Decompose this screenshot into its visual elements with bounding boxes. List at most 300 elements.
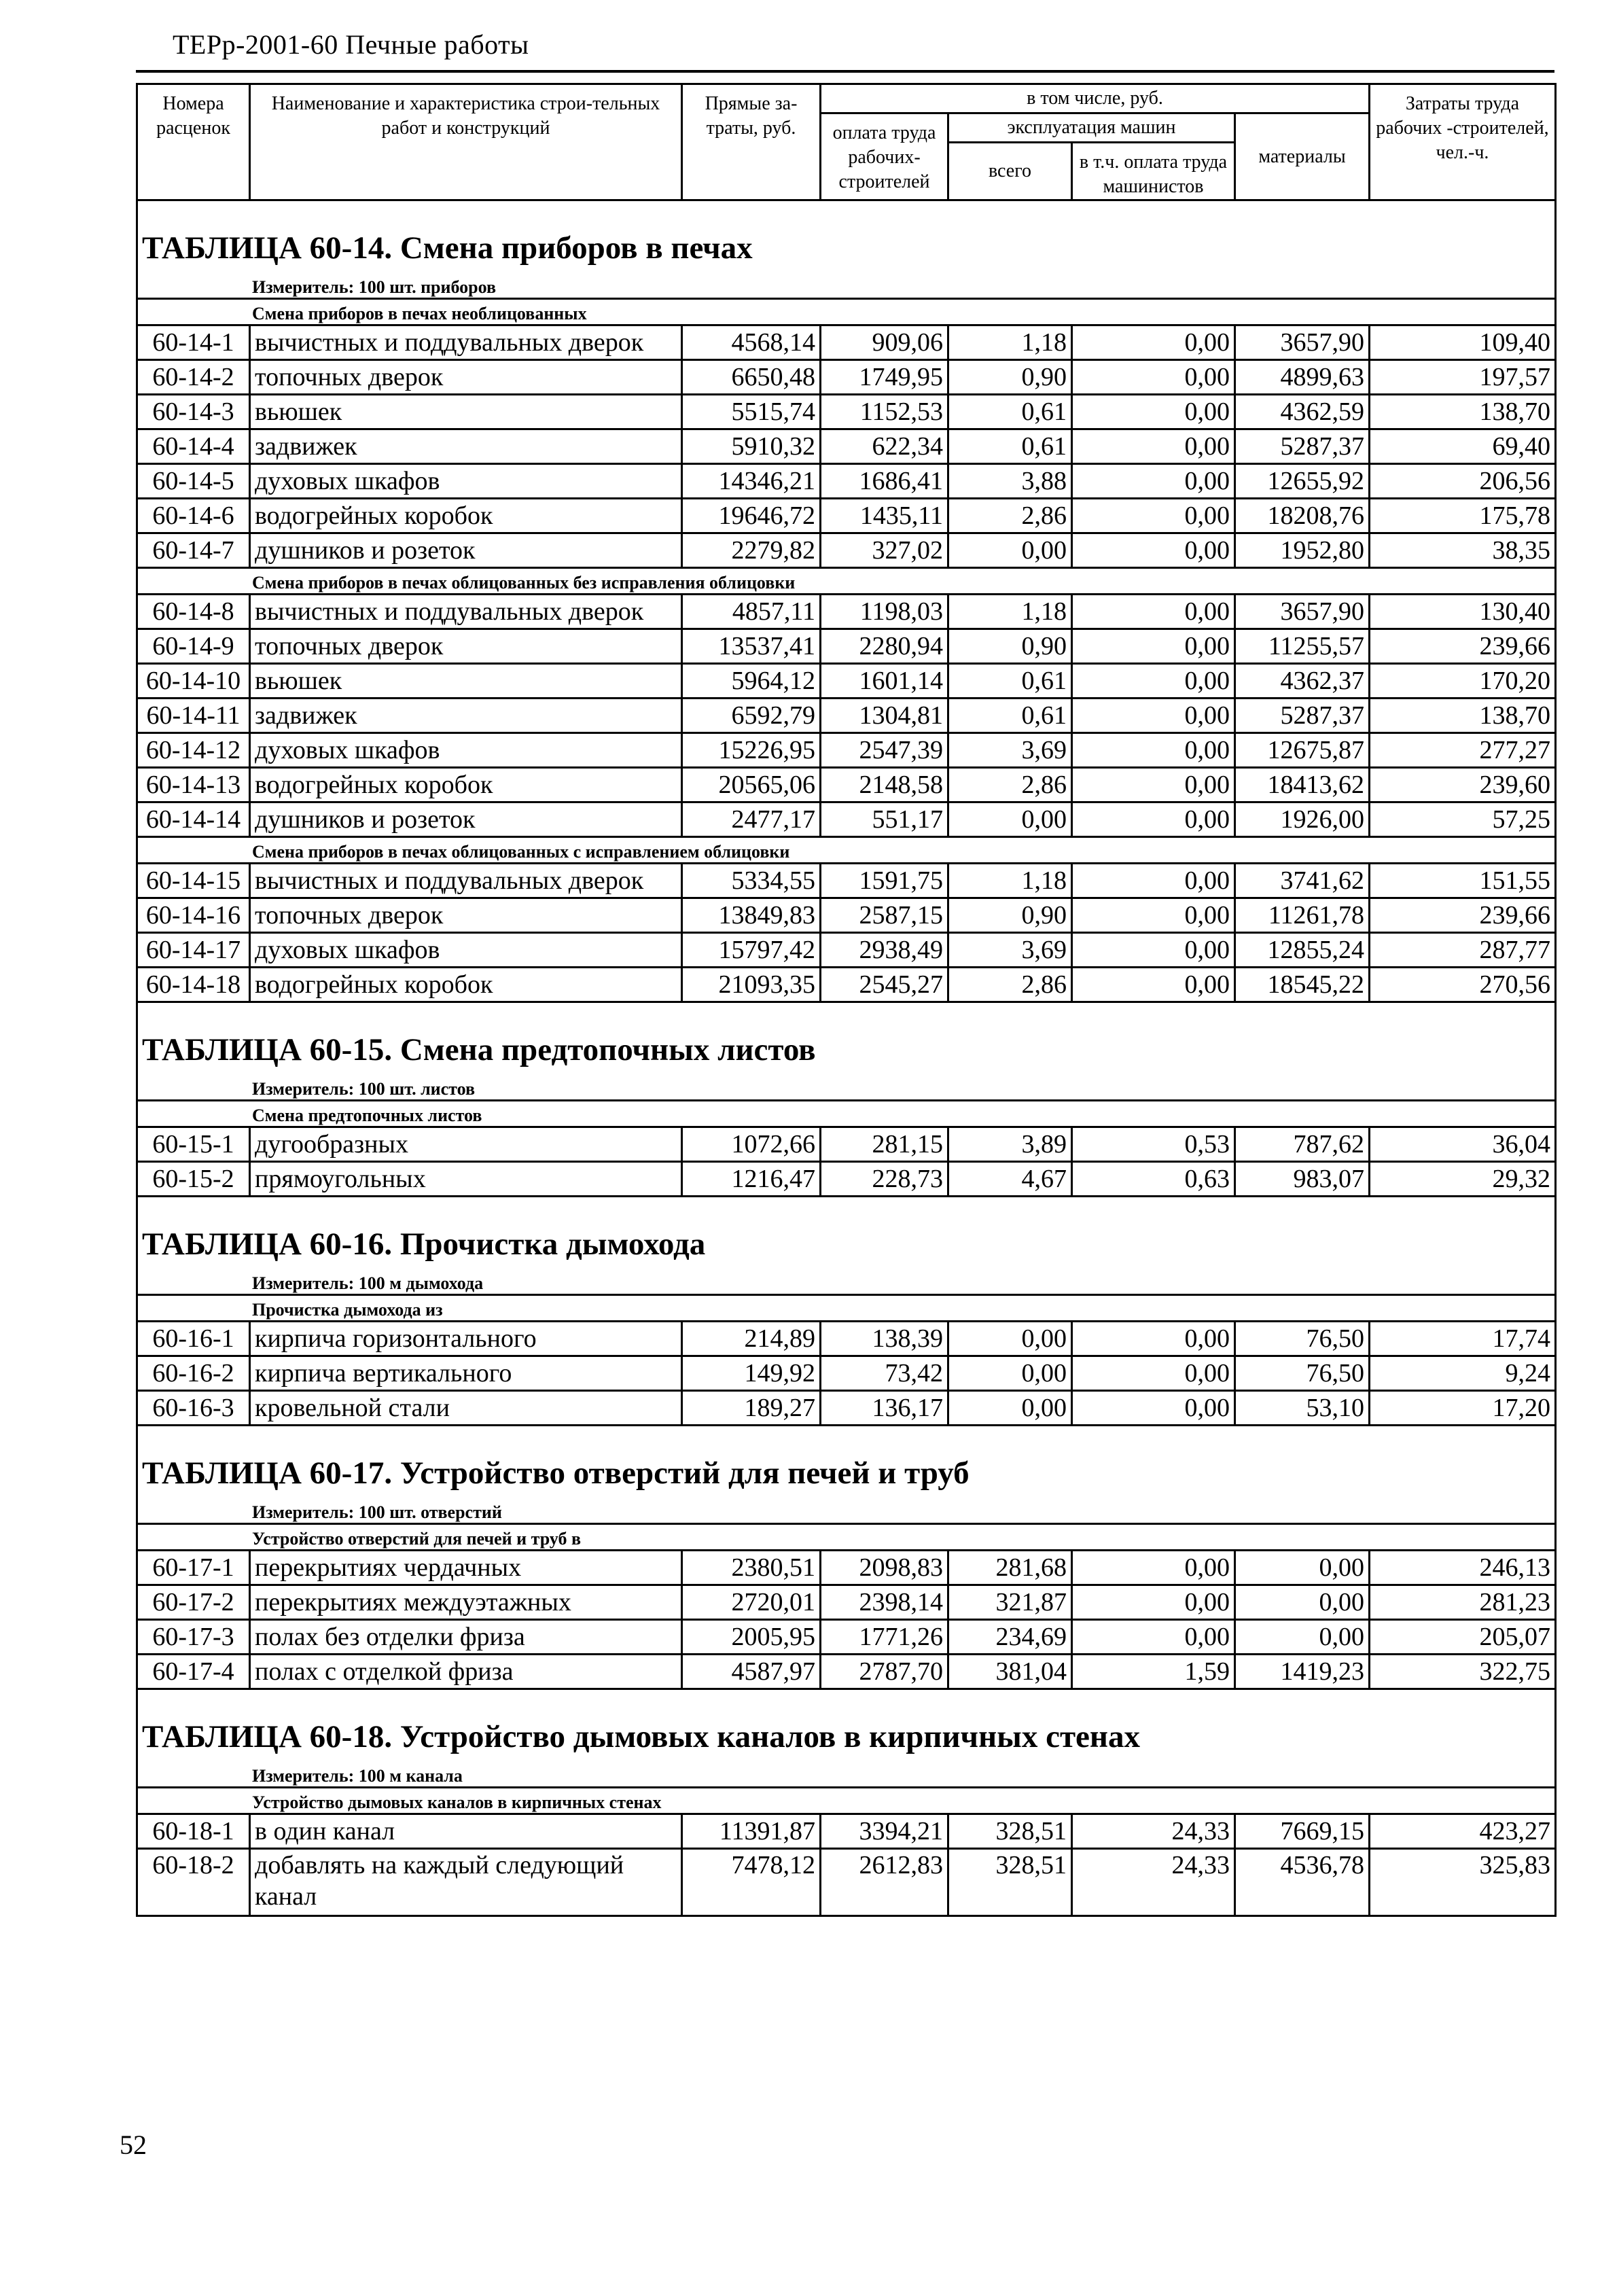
- materials-cost: 0,00: [1235, 1620, 1370, 1655]
- wages-cost: 2612,83: [821, 1849, 948, 1916]
- labor-hours: 109,40: [1370, 325, 1556, 360]
- work-name: водогрейных коробок: [250, 499, 682, 533]
- labor-hours: 325,83: [1370, 1849, 1556, 1916]
- labor-hours: 17,74: [1370, 1322, 1556, 1356]
- direct-cost: 2005,95: [682, 1620, 821, 1655]
- direct-cost: 5515,74: [682, 395, 821, 429]
- work-name: духовых шкафов: [250, 464, 682, 499]
- machines-total: 0,00: [948, 533, 1072, 568]
- section-title: ТАБЛИЦА 60-18. Устройство дымовых каналов в кирпичных стенах: [137, 1689, 1556, 1761]
- materials-cost: 4362,37: [1235, 664, 1370, 699]
- machines-wages: 0,00: [1072, 768, 1235, 802]
- materials-cost: 0,00: [1235, 1551, 1370, 1585]
- direct-cost: 149,92: [682, 1356, 821, 1391]
- direct-cost: 14346,21: [682, 464, 821, 499]
- machines-wages: 0,00: [1072, 595, 1235, 629]
- table-row: [137, 1551, 1556, 1585]
- rate-code: 60-14-16: [137, 898, 250, 933]
- materials-cost: 4899,63: [1235, 360, 1370, 395]
- machines-wages: 0,00: [1072, 699, 1235, 733]
- machines-total: 381,04: [948, 1655, 1072, 1689]
- work-name: вьюшек: [250, 664, 682, 699]
- direct-cost: 2477,17: [682, 802, 821, 837]
- machines-total: 1,18: [948, 864, 1072, 898]
- wages-cost: 1749,95: [821, 360, 948, 395]
- machines-wages: 0,00: [1072, 429, 1235, 464]
- machines-wages: 1,59: [1072, 1655, 1235, 1689]
- work-name: кирпича вертикального: [250, 1356, 682, 1391]
- header-direct: Прямые за-траты, руб.: [682, 84, 821, 200]
- materials-cost: 12855,24: [1235, 933, 1370, 968]
- work-name: перекрытиях чердачных: [250, 1551, 682, 1585]
- wages-cost: 2938,49: [821, 933, 948, 968]
- wages-cost: 1591,75: [821, 864, 948, 898]
- table-row: [137, 1849, 1556, 1916]
- labor-hours: 138,70: [1370, 395, 1556, 429]
- labor-hours: 239,66: [1370, 898, 1556, 933]
- machines-total: 0,61: [948, 395, 1072, 429]
- wages-cost: 228,73: [821, 1162, 948, 1197]
- direct-cost: 13537,41: [682, 629, 821, 664]
- group-label-row: [137, 568, 1556, 595]
- materials-cost: 1419,23: [1235, 1655, 1370, 1689]
- wages-cost: 2280,94: [821, 629, 948, 664]
- direct-cost: 189,27: [682, 1391, 821, 1426]
- wages-cost: 136,17: [821, 1391, 948, 1426]
- rate-code: 60-17-1: [137, 1551, 250, 1585]
- machines-total: 234,69: [948, 1620, 1072, 1655]
- materials-cost: 1952,80: [1235, 533, 1370, 568]
- direct-cost: 15797,42: [682, 933, 821, 968]
- direct-cost: 13849,83: [682, 898, 821, 933]
- materials-cost: 18208,76: [1235, 499, 1370, 533]
- direct-cost: 19646,72: [682, 499, 821, 533]
- direct-cost: 2720,01: [682, 1585, 821, 1620]
- wages-cost: 1601,14: [821, 664, 948, 699]
- rate-code: 60-17-2: [137, 1585, 250, 1620]
- machines-total: 1,18: [948, 325, 1072, 360]
- wages-cost: 138,39: [821, 1322, 948, 1356]
- labor-hours: 287,77: [1370, 933, 1556, 968]
- labor-hours: 69,40: [1370, 429, 1556, 464]
- section-meter: Измеритель: 100 шт. приборов: [137, 272, 1556, 299]
- direct-cost: 2380,51: [682, 1551, 821, 1585]
- machines-wages: 0,00: [1072, 325, 1235, 360]
- materials-cost: 787,62: [1235, 1127, 1370, 1162]
- materials-cost: 12675,87: [1235, 733, 1370, 768]
- machines-wages: 0,00: [1072, 1322, 1235, 1356]
- rate-code: 60-14-14: [137, 802, 250, 837]
- machines-wages: 0,00: [1072, 802, 1235, 837]
- machines-total: 3,89: [948, 1127, 1072, 1162]
- machines-total: 2,86: [948, 968, 1072, 1002]
- table-row: [137, 802, 1556, 837]
- wages-cost: 551,17: [821, 802, 948, 837]
- wages-cost: 2787,70: [821, 1655, 948, 1689]
- table-row: [137, 1322, 1556, 1356]
- wages-cost: 2398,14: [821, 1585, 948, 1620]
- labor-hours: 277,27: [1370, 733, 1556, 768]
- rate-code: 60-16-2: [137, 1356, 250, 1391]
- materials-cost: 5287,37: [1235, 699, 1370, 733]
- machines-wages: 0,00: [1072, 1620, 1235, 1655]
- section-title: ТАБЛИЦА 60-17. Устройство отверстий для печей и труб: [137, 1426, 1556, 1498]
- table-row: [137, 1127, 1556, 1162]
- section-meter: Измеритель: 100 шт. листов: [137, 1074, 1556, 1101]
- section-meter-row: [137, 1761, 1556, 1788]
- header-machines-wages: в т.ч. оплата труда машинистов: [1072, 143, 1235, 200]
- rate-code: 60-14-2: [137, 360, 250, 395]
- wages-cost: 327,02: [821, 533, 948, 568]
- work-name: в один канал: [250, 1814, 682, 1849]
- header-labor: Затраты труда рабочих -строителей, чел.-ч.: [1370, 84, 1556, 200]
- labor-hours: 29,32: [1370, 1162, 1556, 1197]
- machines-total: 0,00: [948, 1356, 1072, 1391]
- section-meter: Измеритель: 100 м канала: [137, 1761, 1556, 1788]
- section-title-row: [137, 1197, 1556, 1269]
- work-name: полах с отделкой фриза: [250, 1655, 682, 1689]
- wages-cost: 909,06: [821, 325, 948, 360]
- group-label-row: [137, 1788, 1556, 1814]
- table-row: [137, 1162, 1556, 1197]
- work-name: задвижек: [250, 429, 682, 464]
- wages-cost: 2547,39: [821, 733, 948, 768]
- rate-code: 60-16-3: [137, 1391, 250, 1426]
- table-row: [137, 464, 1556, 499]
- materials-cost: 4536,78: [1235, 1849, 1370, 1916]
- section-title-row: [137, 1426, 1556, 1498]
- labor-hours: 281,23: [1370, 1585, 1556, 1620]
- table-row: [137, 1391, 1556, 1426]
- materials-cost: 76,50: [1235, 1322, 1370, 1356]
- header-wages: оплата труда рабочих-строителей: [821, 113, 948, 200]
- work-name: перекрытиях междуэтажных: [250, 1585, 682, 1620]
- table-row: [137, 325, 1556, 360]
- table-row: [137, 1814, 1556, 1849]
- table-row: [137, 533, 1556, 568]
- table-row: [137, 629, 1556, 664]
- wages-cost: 2545,27: [821, 968, 948, 1002]
- machines-wages: 24,33: [1072, 1849, 1235, 1916]
- materials-cost: 983,07: [1235, 1162, 1370, 1197]
- work-name: кровельной стали: [250, 1391, 682, 1426]
- machines-total: 0,90: [948, 360, 1072, 395]
- machines-total: 0,00: [948, 802, 1072, 837]
- machines-total: 4,67: [948, 1162, 1072, 1197]
- table-row: [137, 898, 1556, 933]
- table-row: [137, 1585, 1556, 1620]
- group-label-row: [137, 1524, 1556, 1551]
- direct-cost: 1072,66: [682, 1127, 821, 1162]
- machines-wages: 0,00: [1072, 464, 1235, 499]
- rate-code: 60-14-6: [137, 499, 250, 533]
- machines-total: 0,90: [948, 898, 1072, 933]
- materials-cost: 1926,00: [1235, 802, 1370, 837]
- materials-cost: 12655,92: [1235, 464, 1370, 499]
- rate-code: 60-14-15: [137, 864, 250, 898]
- machines-wages: 0,00: [1072, 968, 1235, 1002]
- labor-hours: 151,55: [1370, 864, 1556, 898]
- wages-cost: 1198,03: [821, 595, 948, 629]
- machines-total: 0,00: [948, 1391, 1072, 1426]
- work-name: вычистных и поддувальных дверок: [250, 595, 682, 629]
- rate-code: 60-14-18: [137, 968, 250, 1002]
- machines-total: 2,86: [948, 768, 1072, 802]
- table-row: [137, 768, 1556, 802]
- header-code: Номера расценок: [137, 84, 250, 200]
- machines-wages: 24,33: [1072, 1814, 1235, 1849]
- labor-hours: 57,25: [1370, 802, 1556, 837]
- section-meter-row: [137, 272, 1556, 299]
- direct-cost: 4587,97: [682, 1655, 821, 1689]
- labor-hours: 138,70: [1370, 699, 1556, 733]
- work-name: водогрейных коробок: [250, 968, 682, 1002]
- wages-cost: 2098,83: [821, 1551, 948, 1585]
- wages-cost: 3394,21: [821, 1814, 948, 1849]
- group-label: Смена приборов в печах облицованных без исправления облицовки: [137, 568, 1556, 595]
- rate-code: 60-18-1: [137, 1814, 250, 1849]
- materials-cost: 3657,90: [1235, 325, 1370, 360]
- rate-code: 60-17-3: [137, 1620, 250, 1655]
- machines-total: 0,00: [948, 1322, 1072, 1356]
- work-name: душников и розеток: [250, 533, 682, 568]
- machines-total: 3,69: [948, 933, 1072, 968]
- machines-total: 0,61: [948, 664, 1072, 699]
- machines-wages: 0,00: [1072, 395, 1235, 429]
- table-row: [137, 499, 1556, 533]
- labor-hours: 246,13: [1370, 1551, 1556, 1585]
- rate-code: 60-18-2: [137, 1849, 250, 1916]
- machines-wages: 0,00: [1072, 629, 1235, 664]
- rate-code: 60-15-2: [137, 1162, 250, 1197]
- direct-cost: 7478,12: [682, 1849, 821, 1916]
- group-label: Устройство отверстий для печей и труб в: [137, 1524, 1556, 1551]
- machines-total: 281,68: [948, 1551, 1072, 1585]
- header-materials: материалы: [1235, 113, 1370, 200]
- wages-cost: 281,15: [821, 1127, 948, 1162]
- labor-hours: 170,20: [1370, 664, 1556, 699]
- work-name: дугообразных: [250, 1127, 682, 1162]
- materials-cost: 3741,62: [1235, 864, 1370, 898]
- materials-cost: 3657,90: [1235, 595, 1370, 629]
- wages-cost: 1686,41: [821, 464, 948, 499]
- wages-cost: 1304,81: [821, 699, 948, 733]
- table-row: [137, 1356, 1556, 1391]
- materials-cost: 53,10: [1235, 1391, 1370, 1426]
- rate-code: 60-14-13: [137, 768, 250, 802]
- work-name: добавлять на каждый следующий канал: [250, 1849, 682, 1916]
- direct-cost: 5964,12: [682, 664, 821, 699]
- rate-code: 60-14-7: [137, 533, 250, 568]
- direct-cost: 20565,06: [682, 768, 821, 802]
- section-meter-row: [137, 1074, 1556, 1101]
- rate-code: 60-15-1: [137, 1127, 250, 1162]
- materials-cost: 11261,78: [1235, 898, 1370, 933]
- section-title-row: [137, 1689, 1556, 1761]
- machines-wages: 0,00: [1072, 499, 1235, 533]
- rate-code: 60-14-11: [137, 699, 250, 733]
- group-label-row: [137, 299, 1556, 325]
- rate-code: 60-14-1: [137, 325, 250, 360]
- header-row-1: [137, 84, 1556, 113]
- direct-cost: 6650,48: [682, 360, 821, 395]
- section-meter: Измеритель: 100 м дымохода: [137, 1268, 1556, 1295]
- table-row: [137, 429, 1556, 464]
- rate-code: 60-14-8: [137, 595, 250, 629]
- direct-cost: 214,89: [682, 1322, 821, 1356]
- direct-cost: 15226,95: [682, 733, 821, 768]
- header-machines-total: всего: [948, 143, 1072, 200]
- materials-cost: 5287,37: [1235, 429, 1370, 464]
- running-head: ТЕРр-2001-60 Печные работы: [173, 29, 529, 60]
- table-row: [137, 933, 1556, 968]
- labor-hours: 175,78: [1370, 499, 1556, 533]
- materials-cost: 0,00: [1235, 1585, 1370, 1620]
- wages-cost: 73,42: [821, 1356, 948, 1391]
- machines-total: 3,69: [948, 733, 1072, 768]
- rate-code: 60-16-1: [137, 1322, 250, 1356]
- machines-total: 2,86: [948, 499, 1072, 533]
- section-title-row: [137, 200, 1556, 272]
- work-name: духовых шкафов: [250, 933, 682, 968]
- direct-cost: 2279,82: [682, 533, 821, 568]
- wages-cost: 1152,53: [821, 395, 948, 429]
- machines-wages: 0,00: [1072, 533, 1235, 568]
- work-name: кирпича горизонтального: [250, 1322, 682, 1356]
- work-name: топочных дверок: [250, 629, 682, 664]
- machines-wages: 0,00: [1072, 1551, 1235, 1585]
- work-name: задвижек: [250, 699, 682, 733]
- wages-cost: 2587,15: [821, 898, 948, 933]
- table-row: [137, 1620, 1556, 1655]
- work-name: душников и розеток: [250, 802, 682, 837]
- rate-code: 60-14-5: [137, 464, 250, 499]
- section-title-row: [137, 1002, 1556, 1074]
- machines-wages: 0,00: [1072, 360, 1235, 395]
- work-name: водогрейных коробок: [250, 768, 682, 802]
- header-name: Наименование и характеристика строи-тельных работ и конструкций: [250, 84, 682, 200]
- section-title: ТАБЛИЦА 60-15. Смена предтопочных листов: [137, 1002, 1556, 1074]
- table-row: [137, 699, 1556, 733]
- work-name: топочных дверок: [250, 360, 682, 395]
- labor-hours: 9,24: [1370, 1356, 1556, 1391]
- direct-cost: 1216,47: [682, 1162, 821, 1197]
- machines-wages: 0,00: [1072, 1356, 1235, 1391]
- section-meter-row: [137, 1268, 1556, 1295]
- materials-cost: 18413,62: [1235, 768, 1370, 802]
- group-label: Смена приборов в печах облицованных с исправлением облицовки: [137, 837, 1556, 864]
- rate-code: 60-14-10: [137, 664, 250, 699]
- section-title: ТАБЛИЦА 60-16. Прочистка дымохода: [137, 1197, 1556, 1269]
- group-label-row: [137, 1101, 1556, 1127]
- direct-cost: 11391,87: [682, 1814, 821, 1849]
- labor-hours: 239,66: [1370, 629, 1556, 664]
- work-name: прямоугольных: [250, 1162, 682, 1197]
- labor-hours: 197,57: [1370, 360, 1556, 395]
- table-row: [137, 360, 1556, 395]
- wages-cost: 1435,11: [821, 499, 948, 533]
- work-name: вычистных и поддувальных дверок: [250, 325, 682, 360]
- machines-total: 0,61: [948, 429, 1072, 464]
- machines-total: 328,51: [948, 1814, 1072, 1849]
- direct-cost: 21093,35: [682, 968, 821, 1002]
- machines-wages: 0,00: [1072, 933, 1235, 968]
- labor-hours: 322,75: [1370, 1655, 1556, 1689]
- page-number: 52: [120, 2130, 147, 2160]
- wages-cost: 1771,26: [821, 1620, 948, 1655]
- rate-code: 60-14-9: [137, 629, 250, 664]
- direct-cost: 6592,79: [682, 699, 821, 733]
- labor-hours: 38,35: [1370, 533, 1556, 568]
- rate-code: 60-14-3: [137, 395, 250, 429]
- machines-wages: 0,63: [1072, 1162, 1235, 1197]
- rate-code: 60-14-17: [137, 933, 250, 968]
- machines-total: 1,18: [948, 595, 1072, 629]
- table-row: [137, 733, 1556, 768]
- direct-cost: 5334,55: [682, 864, 821, 898]
- materials-cost: 18545,22: [1235, 968, 1370, 1002]
- section-meter: Измеритель: 100 шт. отверстий: [137, 1497, 1556, 1524]
- group-label-row: [137, 1295, 1556, 1322]
- work-name: полах без отделки фриза: [250, 1620, 682, 1655]
- labor-hours: 239,60: [1370, 768, 1556, 802]
- machines-wages: 0,00: [1072, 864, 1235, 898]
- table-row: [137, 968, 1556, 1002]
- direct-cost: 5910,32: [682, 429, 821, 464]
- work-name: топочных дверок: [250, 898, 682, 933]
- labor-hours: 130,40: [1370, 595, 1556, 629]
- labor-hours: 423,27: [1370, 1814, 1556, 1849]
- materials-cost: 11255,57: [1235, 629, 1370, 664]
- work-name: вычистных и поддувальных дверок: [250, 864, 682, 898]
- labor-hours: 206,56: [1370, 464, 1556, 499]
- materials-cost: 7669,15: [1235, 1814, 1370, 1849]
- table-row: [137, 395, 1556, 429]
- header-machines: эксплуатация машин: [948, 113, 1235, 143]
- group-label: Устройство дымовых каналов в кирпичных стенах: [137, 1788, 1556, 1814]
- labor-hours: 205,07: [1370, 1620, 1556, 1655]
- machines-wages: 0,53: [1072, 1127, 1235, 1162]
- machines-total: 3,88: [948, 464, 1072, 499]
- machines-total: 0,90: [948, 629, 1072, 664]
- table-row: [137, 664, 1556, 699]
- wages-cost: 2148,58: [821, 768, 948, 802]
- machines-total: 321,87: [948, 1585, 1072, 1620]
- machines-total: 328,51: [948, 1849, 1072, 1916]
- materials-cost: 4362,59: [1235, 395, 1370, 429]
- machines-wages: 0,00: [1072, 733, 1235, 768]
- rate-code: 60-14-4: [137, 429, 250, 464]
- table-row: [137, 595, 1556, 629]
- header-including: в том числе, руб.: [821, 84, 1370, 113]
- machines-wages: 0,00: [1072, 898, 1235, 933]
- direct-cost: 4568,14: [682, 325, 821, 360]
- rate-code: 60-17-4: [137, 1655, 250, 1689]
- section-meter-row: [137, 1497, 1556, 1524]
- machines-wages: 0,00: [1072, 1585, 1235, 1620]
- direct-cost: 4857,11: [682, 595, 821, 629]
- machines-total: 0,61: [948, 699, 1072, 733]
- group-label: Прочистка дымохода из: [137, 1295, 1556, 1322]
- labor-hours: 270,56: [1370, 968, 1556, 1002]
- work-name: вьюшек: [250, 395, 682, 429]
- group-label-row: [137, 837, 1556, 864]
- price-table: [136, 83, 1557, 1917]
- materials-cost: 76,50: [1235, 1356, 1370, 1391]
- group-label: Смена приборов в печах необлицованных: [137, 299, 1556, 325]
- group-label: Смена предтопочных листов: [137, 1101, 1556, 1127]
- labor-hours: 36,04: [1370, 1127, 1556, 1162]
